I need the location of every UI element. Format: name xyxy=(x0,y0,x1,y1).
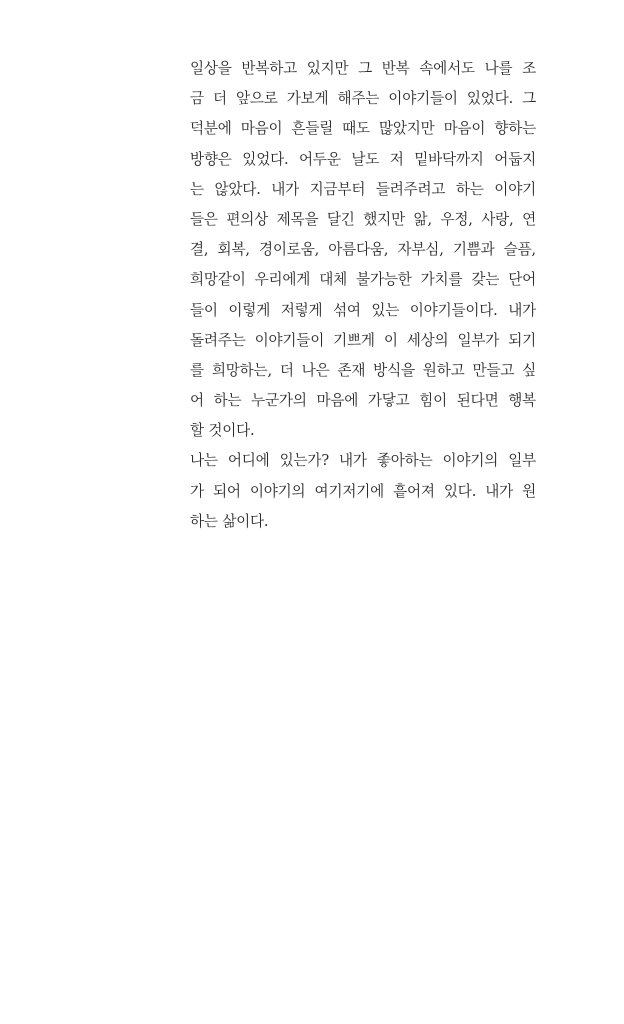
text-line: 들이 이렇게 저렇게 섞여 있는 이야기들이다. 내가 xyxy=(190,301,536,319)
text-line: 금 더 앞으로 가보게 해주는 이야기들이 있었다. 그 xyxy=(190,90,536,108)
text-line: 어 하는 누군가의 마음에 가닿고 힘이 된다면 행복 xyxy=(190,392,536,410)
body-text xyxy=(190,54,536,537)
text-line: 하는 삶이다. xyxy=(190,512,269,530)
text-line: 는 않았다. 내가 지금부터 들려주려고 하는 이야기 xyxy=(190,180,536,198)
text-line: 덕분에 마음이 흔들릴 때도 많았지만 마음이 향하는 xyxy=(190,120,536,138)
text-line: 나는 어디에 있는가? 내가 좋아하는 이야기의 일부 xyxy=(190,452,536,470)
text-line: 돌려주는 이야기들이 기쁘게 이 세상의 일부가 되기 xyxy=(190,331,536,349)
text-line: 희망같이 우리에게 대체 불가능한 가치를 갖는 단어 xyxy=(190,271,536,289)
text-line: 들은 편의상 제목을 달긴 했지만 앎, 우정, 사랑, 연 xyxy=(190,210,536,228)
text-line: 결, 회복, 경이로움, 아름다움, 자부심, 기쁨과 슬픔, xyxy=(190,241,536,259)
text-line: 일상을 반복하고 있지만 그 반복 속에서도 나를 조 xyxy=(190,60,536,77)
text-line: 방향은 있었다. 어두운 날도 저 밑바닥까지 어둡지 xyxy=(190,150,536,168)
text-line: 가 되어 이야기의 여기저기에 흩어져 있다. 내가 원 xyxy=(190,482,536,500)
text-line: 를 희망하는, 더 나은 존재 방식을 원하고 만들고 싶 xyxy=(190,361,536,379)
text-line: 할 것이다. xyxy=(190,422,255,440)
